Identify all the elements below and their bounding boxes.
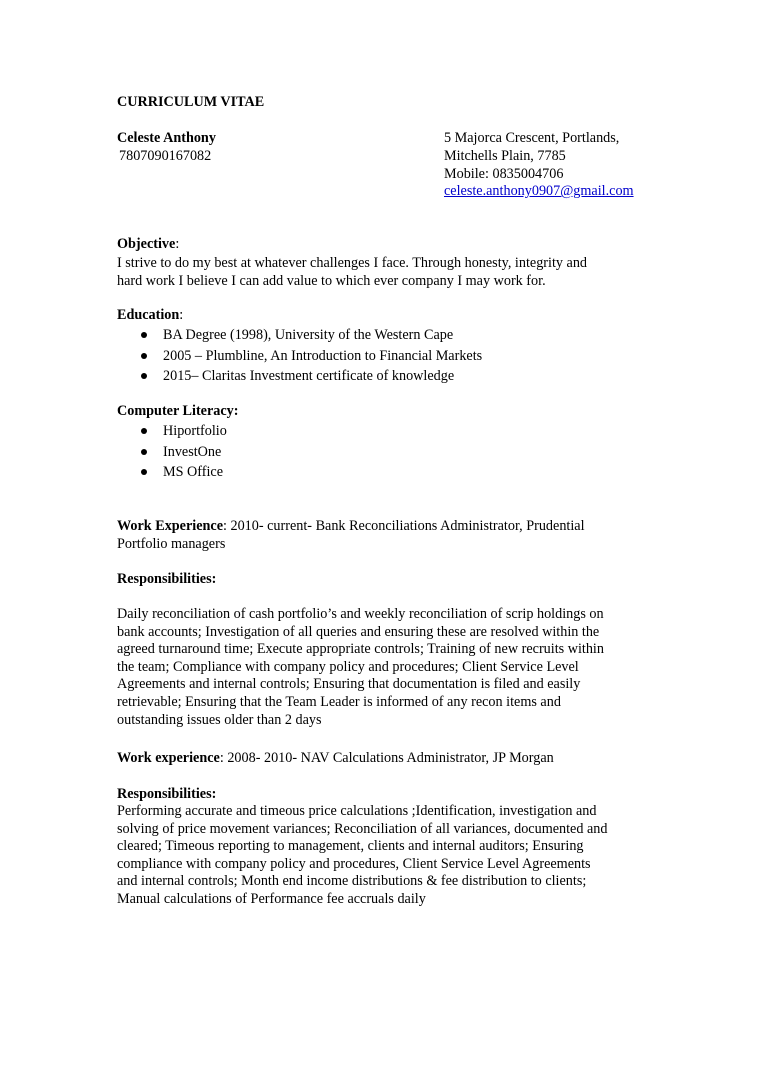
responsibilities-heading-2: Responsibilities:	[117, 786, 217, 802]
text-line: Manual calculations of Performance fee accruals daily	[117, 890, 426, 907]
bullet-icon	[141, 373, 147, 379]
list-item: 2005 – Plumbline, An Introduction to Financial Markets	[135, 346, 482, 367]
id-number: 7807090167082	[119, 148, 212, 164]
work-experience-2-line: Work experience: 2008- 2010- NAV Calculations Administrator, JP Morgan	[117, 750, 554, 766]
address-line-1: 5 Majorca Crescent, Portlands,	[444, 130, 620, 146]
work-experience-1-line-2: Portfolio managers	[117, 536, 226, 552]
work-experience-label: Work experience	[117, 750, 220, 766]
text-line: solving of price movement variances; Reconciliation of all variances, documented and	[117, 820, 608, 837]
computer-literacy-heading: Computer Literacy:	[117, 403, 239, 419]
text-line: retrievable; Ensuring that the Team Leader is informed of any recon items and	[117, 693, 561, 710]
objective-line-1: I strive to do my best at whatever challenges I face. Through honesty, integrity and	[117, 255, 588, 271]
text-line: agreed turnaround time; Execute appropriate controls; Training of new recruits within	[117, 641, 604, 658]
text-line: Daily reconciliation of cash portfolio’s and weekly reconciliation of scrip holdings on	[117, 606, 604, 622]
computer-literacy-list	[135, 421, 227, 483]
work-experience-label: Work Experience	[117, 518, 223, 534]
bullet-icon	[141, 332, 147, 338]
responsibilities-heading-1: Responsibilities:	[117, 571, 217, 587]
list-item: BA Degree (1998), University of the Western Cape	[135, 325, 482, 346]
list-item: InvestOne	[135, 442, 227, 463]
objective-heading: Objective:	[117, 236, 180, 252]
text-line: Performing accurate and timeous price calculations ;Identification, investigation and	[117, 803, 597, 819]
email-link[interactable]: celeste.anthony0907@gmail.com	[444, 183, 634, 199]
objective-line-2: hard work I believe I can add value to which ever company I may work for.	[117, 273, 546, 289]
education-label: Education	[117, 307, 180, 323]
education-list	[135, 325, 482, 387]
bullet-icon	[141, 449, 147, 455]
responsibilities-2-text	[117, 803, 657, 909]
list-item: MS Office	[135, 462, 227, 483]
mobile-number: Mobile: 0835004706	[444, 166, 564, 182]
text-line: and internal controls; Month end income distributions & fee distribution to clients;	[117, 873, 587, 890]
address-line-2: Mitchells Plain, 7785	[444, 148, 566, 164]
text-line: outstanding issues older than 2 days	[117, 711, 322, 728]
bullet-icon	[141, 353, 147, 359]
document-title: CURRICULUM VITAE	[117, 94, 265, 110]
work-experience-1-line-1: Work Experience: 2010- current- Bank Reconciliations Administrator, Prudential	[117, 518, 585, 534]
education-heading: Education:	[117, 307, 184, 323]
text-line: compliance with company policy and procedures, Client Service Level Agreements	[117, 855, 591, 872]
objective-label: Objective	[117, 236, 176, 252]
text-line: cleared; Timeous reporting to management, clients and internal auditors; Ensuring	[117, 838, 584, 855]
text-line: bank accounts; Investigation of all queries and ensuring these are resolved within the	[117, 623, 600, 640]
text-line: Agreements and internal controls; Ensuring that documentation is filed and easily	[117, 676, 581, 693]
text-line: the team; Compliance with company policy and procedures; Client Service Level	[117, 658, 579, 675]
bullet-icon	[141, 469, 147, 475]
list-item: Hiportfolio	[135, 421, 227, 442]
responsibilities-1-text	[117, 606, 657, 729]
list-item: 2015– Claritas Investment certificate of knowledge	[135, 366, 482, 387]
candidate-name: Celeste Anthony	[117, 130, 216, 146]
bullet-icon	[141, 428, 147, 434]
